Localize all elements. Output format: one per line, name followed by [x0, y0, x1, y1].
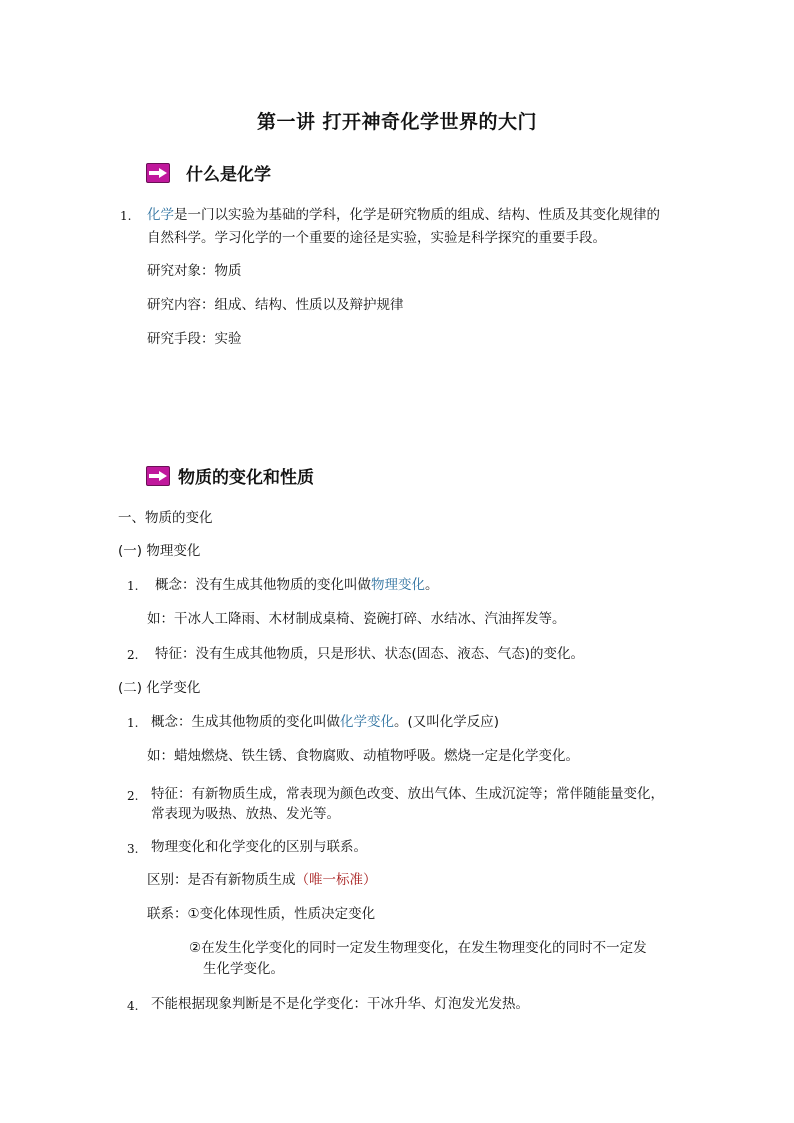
section-heading-label: 物质的变化和性质: [178, 468, 314, 488]
list-number: 2.: [127, 789, 139, 803]
concept-text: 概念：没有生成其他物质的变化叫做: [155, 577, 371, 593]
definition-line-1: [147, 204, 660, 226]
list-number: 4.: [127, 999, 139, 1013]
relation-line-3: 生化学变化。: [203, 961, 284, 977]
list-number: 1.: [127, 716, 139, 730]
section-heading-changes-properties: [146, 463, 314, 488]
difference-text: 区别：是否有新物质生成: [147, 872, 296, 888]
research-object: 研究对象：物质: [147, 263, 242, 279]
research-content: 研究内容：组成、结构、性质以及辩护规律: [147, 297, 404, 313]
keyword-physical-change: 物理变化: [371, 577, 425, 593]
definition-line-2: 自然科学。学习化学的一个重要的途径是实验，实验是科学探究的重要手段。: [147, 230, 606, 246]
keyword-chemistry: 化学: [147, 207, 174, 223]
difference-heading: 物理变化和化学变化的区别与联系。: [151, 839, 367, 855]
concept-suffix: 。: [425, 577, 439, 593]
physical-examples: 如：干冰人工降雨、木材制成桌椅、瓷碗打碎、水结冰、汽油挥发等。: [147, 611, 566, 627]
arrow-right-icon: [146, 163, 170, 183]
relation-line-2: ②在发生化学变化的同时一定发生物理变化，在发生物理变化的同时不一定发: [189, 940, 647, 956]
keyword-chemical-change: 化学变化: [340, 714, 394, 730]
list-number: 2.: [127, 648, 139, 662]
relation-line-1: 联系：①变化体现性质，性质决定变化: [147, 906, 376, 922]
chemical-concept: [151, 711, 499, 733]
unique-standard-note: （唯一标准）: [295, 872, 377, 888]
judgement-note: 不能根据现象判断是不是化学变化：干冰升华、灯泡发光发热。: [151, 996, 529, 1012]
definition-text: 是一门以实验为基础的学科，化学是研究物质的组成、结构、性质及其变化规律的: [174, 207, 660, 223]
section-heading-label: 什么是化学: [186, 165, 271, 185]
page-title: 第一讲 打开神奇化学世界的大门: [256, 111, 538, 133]
list-number: 3.: [127, 842, 139, 856]
arrow-right-icon: [146, 466, 170, 486]
physical-concept: [155, 574, 439, 596]
chemical-examples: 如：蜡烛燃烧、铁生锈、食物腐败、动植物呼吸。燃烧一定是化学变化。: [147, 748, 579, 764]
difference-line: [147, 869, 377, 891]
research-method: 研究手段：实验: [147, 331, 242, 347]
section-heading-what-is-chemistry: [146, 160, 271, 185]
physical-feature: 特征：没有生成其他物质，只是形状、状态(固态、液态、气态)的变化。: [155, 646, 585, 662]
part-heading: 一、物质的变化: [118, 510, 213, 526]
subsection-physical: (一) 物理变化: [118, 543, 201, 559]
concept-suffix: 。(又叫化学反应): [394, 714, 500, 730]
list-number: 1.: [127, 579, 139, 593]
chemical-feature-line-2: 常表现为吸热、放热、发光等。: [151, 806, 340, 822]
concept-text: 概念：生成其他物质的变化叫做: [151, 714, 340, 730]
subsection-chemical: (二) 化学变化: [118, 680, 201, 696]
chemical-feature-line-1: 特征：有新物质生成，常表现为颜色改变、放出气体、生成沉淀等；常伴随能量变化，: [151, 786, 664, 802]
list-number: 1.: [120, 209, 132, 223]
